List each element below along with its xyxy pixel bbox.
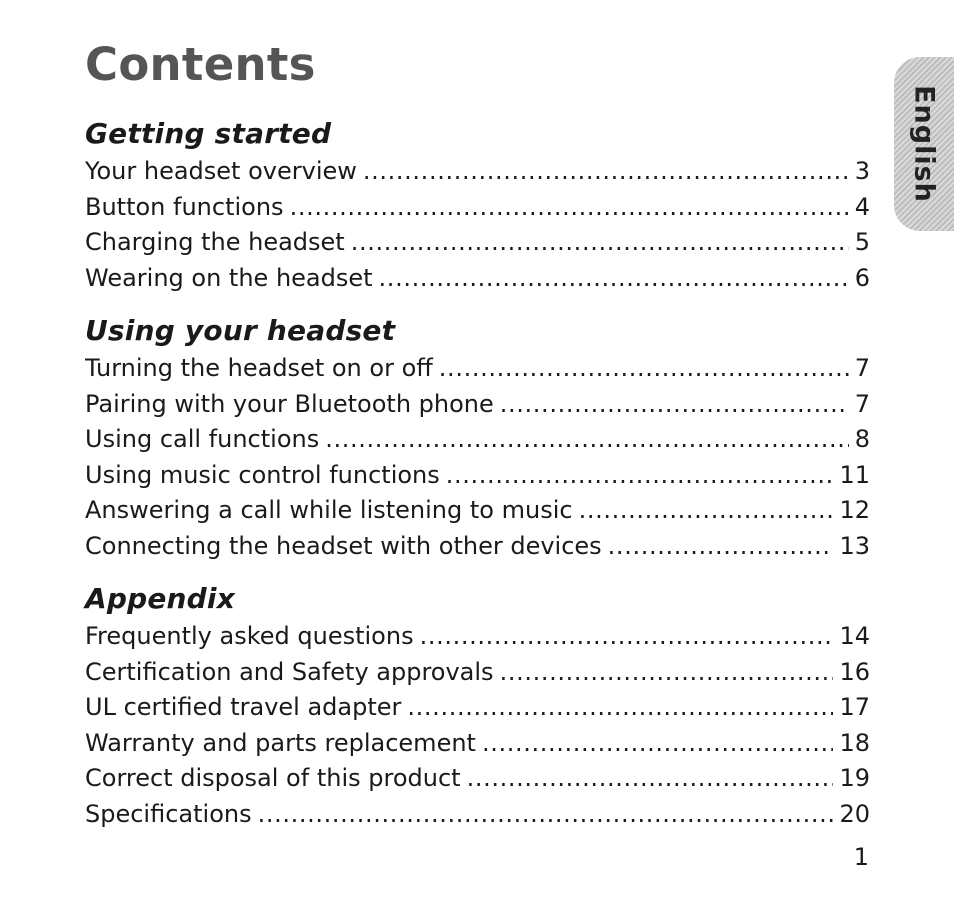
section-heading: Getting started [85, 117, 332, 150]
toc-entry-page: 7 [854, 389, 870, 418]
page-title: Contents [85, 38, 316, 91]
toc-entry[interactable] [85, 458, 870, 494]
toc-entry-title: Using call functions [85, 425, 320, 453]
toc-entry[interactable] [85, 261, 870, 297]
toc-entry-title: Pairing with your Bluetooth phone [85, 389, 494, 418]
toc-entry[interactable] [85, 493, 870, 529]
toc-entry-title: Button functions [85, 192, 284, 221]
dot-leader [363, 154, 849, 190]
toc-entry-page: 16 [839, 657, 870, 686]
toc-entry-page: 5 [854, 228, 870, 256]
toc-entry[interactable] [85, 225, 870, 261]
toc-entry-page: 11 [839, 460, 870, 489]
toc-entry-page: 14 [839, 622, 870, 650]
dot-leader [608, 529, 834, 565]
toc-entry[interactable] [85, 726, 870, 762]
toc-entry-title: Using music control functions [85, 460, 440, 489]
table-of-contents [85, 114, 870, 832]
dot-leader [258, 797, 834, 833]
dot-leader [467, 761, 834, 797]
toc-entry[interactable] [85, 655, 870, 691]
dot-leader [325, 422, 848, 458]
toc-entry-list [85, 154, 870, 296]
toc-entry[interactable] [85, 619, 870, 655]
toc-entry-page: 7 [854, 354, 870, 382]
dot-leader [379, 261, 849, 297]
toc-entry-page: 18 [839, 728, 870, 757]
dot-leader [579, 493, 834, 529]
toc-entry-page: 19 [839, 764, 870, 792]
section-heading: Using your headset [85, 314, 396, 347]
dot-leader [351, 225, 849, 261]
toc-entry-page: 4 [854, 192, 870, 221]
dot-leader [420, 619, 834, 655]
page-number: 1 [853, 843, 869, 871]
toc-entry[interactable] [85, 797, 870, 833]
toc-entry-title: Connecting the headset with other devices [85, 531, 602, 560]
toc-entry-title: Wearing on the headset [85, 263, 373, 292]
toc-entry[interactable] [85, 190, 870, 226]
toc-entry-title: Certification and Safety approvals [85, 657, 494, 686]
toc-entry-page: 3 [854, 157, 870, 185]
toc-entry-page: 20 [839, 799, 870, 828]
toc-entry-title: Your headset overview [85, 157, 357, 185]
dot-leader [482, 726, 834, 762]
toc-entry-title: Charging the headset [85, 228, 345, 256]
toc-entry-page: 8 [854, 425, 870, 453]
toc-entry-title: Answering a call while listening to music [85, 496, 573, 524]
toc-entry-title: Warranty and parts replacement [85, 728, 476, 757]
toc-entry[interactable] [85, 422, 870, 458]
dot-leader [500, 655, 834, 691]
dot-leader [290, 190, 849, 226]
toc-entry-list [85, 351, 870, 564]
toc-entry-page: 17 [839, 693, 870, 721]
toc-entry-page: 6 [854, 263, 870, 292]
toc-entry[interactable] [85, 529, 870, 565]
dot-leader [500, 387, 849, 423]
language-tab-label: English [908, 85, 940, 203]
toc-entry[interactable] [85, 351, 870, 387]
language-tab [894, 57, 954, 231]
toc-entry-title: Correct disposal of this product [85, 764, 461, 792]
dot-leader [446, 458, 834, 494]
toc-section-appendix [85, 579, 870, 832]
toc-entry[interactable] [85, 154, 870, 190]
toc-entry-title: Specifications [85, 799, 252, 828]
section-heading: Appendix [85, 582, 235, 615]
toc-section-getting-started [85, 114, 870, 296]
toc-entry[interactable] [85, 690, 870, 726]
toc-entry-title: Frequently asked questions [85, 622, 414, 650]
toc-entry-title: Turning the headset on or off [85, 354, 433, 382]
toc-section-using-your-headset [85, 311, 870, 564]
toc-entry[interactable] [85, 761, 870, 797]
toc-entry-page: 12 [839, 496, 870, 524]
toc-entry[interactable] [85, 387, 870, 423]
toc-entry-page: 13 [839, 531, 870, 560]
dot-leader [439, 351, 849, 387]
toc-entry-title: UL certified travel adapter [85, 693, 402, 721]
dot-leader [407, 690, 833, 726]
toc-entry-list [85, 619, 870, 832]
